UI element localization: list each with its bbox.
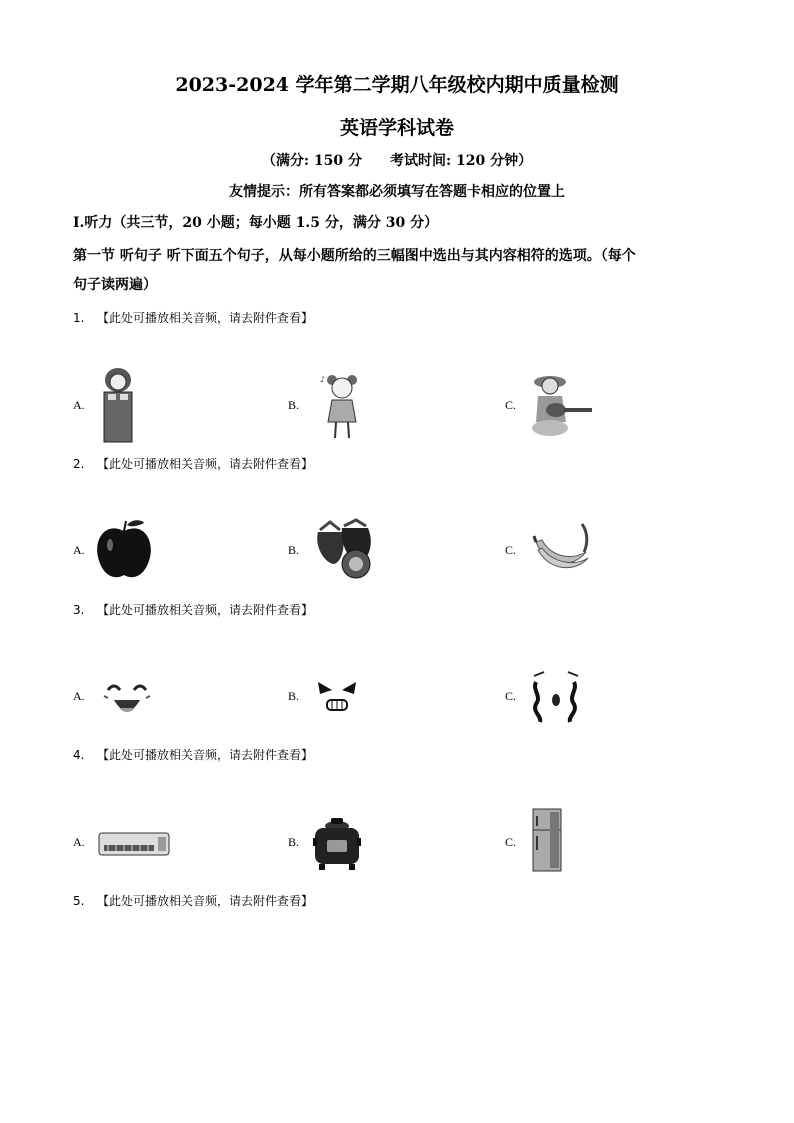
option-b-label: B. <box>288 835 300 849</box>
girl-singing-image[interactable] <box>318 370 366 442</box>
svg-text:♪: ♪ <box>320 375 326 384</box>
question-1 <box>73 309 313 326</box>
option-a-label: A. <box>73 398 85 412</box>
question-2 <box>73 455 313 472</box>
question-3 <box>73 601 313 618</box>
option-b-label: B. <box>288 398 300 412</box>
angry-face-image[interactable] <box>314 676 360 718</box>
exam-time: 考试时间: 120 分钟） <box>390 153 533 169</box>
full-score: （满分: 150 分 <box>261 153 362 169</box>
audio-link[interactable]: 【此处可播放相关音频，请去附件查看】 <box>97 457 314 471</box>
audio-link[interactable]: 【此处可播放相关音频，请去附件查看】 <box>97 748 314 762</box>
option-b-label: B. <box>288 689 300 703</box>
option-c-label: C. <box>505 543 517 557</box>
air-conditioner-image[interactable] <box>98 831 170 857</box>
girl-playing-guitar-image[interactable] <box>530 368 594 438</box>
question-number: 4. <box>73 748 85 762</box>
strawberries-image[interactable] <box>312 518 378 580</box>
refrigerator-image[interactable] <box>532 808 562 872</box>
option-b-label: B. <box>288 543 300 557</box>
audio-link[interactable]: 【此处可播放相关音频，请去附件查看】 <box>97 311 314 325</box>
happy-face-image[interactable] <box>102 674 152 722</box>
question-number: 3. <box>73 603 85 617</box>
section-title: I.听力（共三节，20 小题；每小题 1.5 分，满分 30 分） <box>73 215 439 231</box>
girl-in-sleeping-bag-image[interactable] <box>96 366 140 444</box>
friendly-tip: 友情提示：所有答案都必须填写在答题卡相应的位置上 <box>229 184 565 200</box>
bananas-image[interactable] <box>532 522 590 574</box>
question-4 <box>73 746 313 763</box>
option-a-label: A. <box>73 835 85 849</box>
option-c-label: C. <box>505 689 517 703</box>
option-c-label: C. <box>505 398 517 412</box>
apple-image[interactable] <box>94 517 154 583</box>
audio-link[interactable]: 【此处可播放相关音频，请去附件查看】 <box>97 894 314 908</box>
question-number: 5. <box>73 894 85 908</box>
score-time-line <box>0 150 794 170</box>
question-5 <box>73 892 313 909</box>
question-number: 1. <box>73 311 85 325</box>
subject-title: 英语学科试卷 <box>339 117 454 139</box>
rice-cooker-image[interactable] <box>311 816 363 872</box>
crying-face-image[interactable] <box>530 670 582 724</box>
instruction-line-2: 句子读两遍） <box>73 277 157 293</box>
option-c-label: C. <box>505 835 517 849</box>
audio-link[interactable]: 【此处可播放相关音频，请去附件查看】 <box>97 603 314 617</box>
option-a-label: A. <box>73 543 85 557</box>
instruction-line-1: 第一节 听句子 听下面五个句子，从每小题所给的三幅图中选出与其内容相符的选项。（每个 <box>73 248 636 264</box>
question-number: 2. <box>73 457 85 471</box>
option-a-label: A. <box>73 689 85 703</box>
exam-title: 2023-2024 学年第二学期八年级校内期中质量检测 <box>175 74 619 96</box>
section-instruction <box>73 242 728 300</box>
